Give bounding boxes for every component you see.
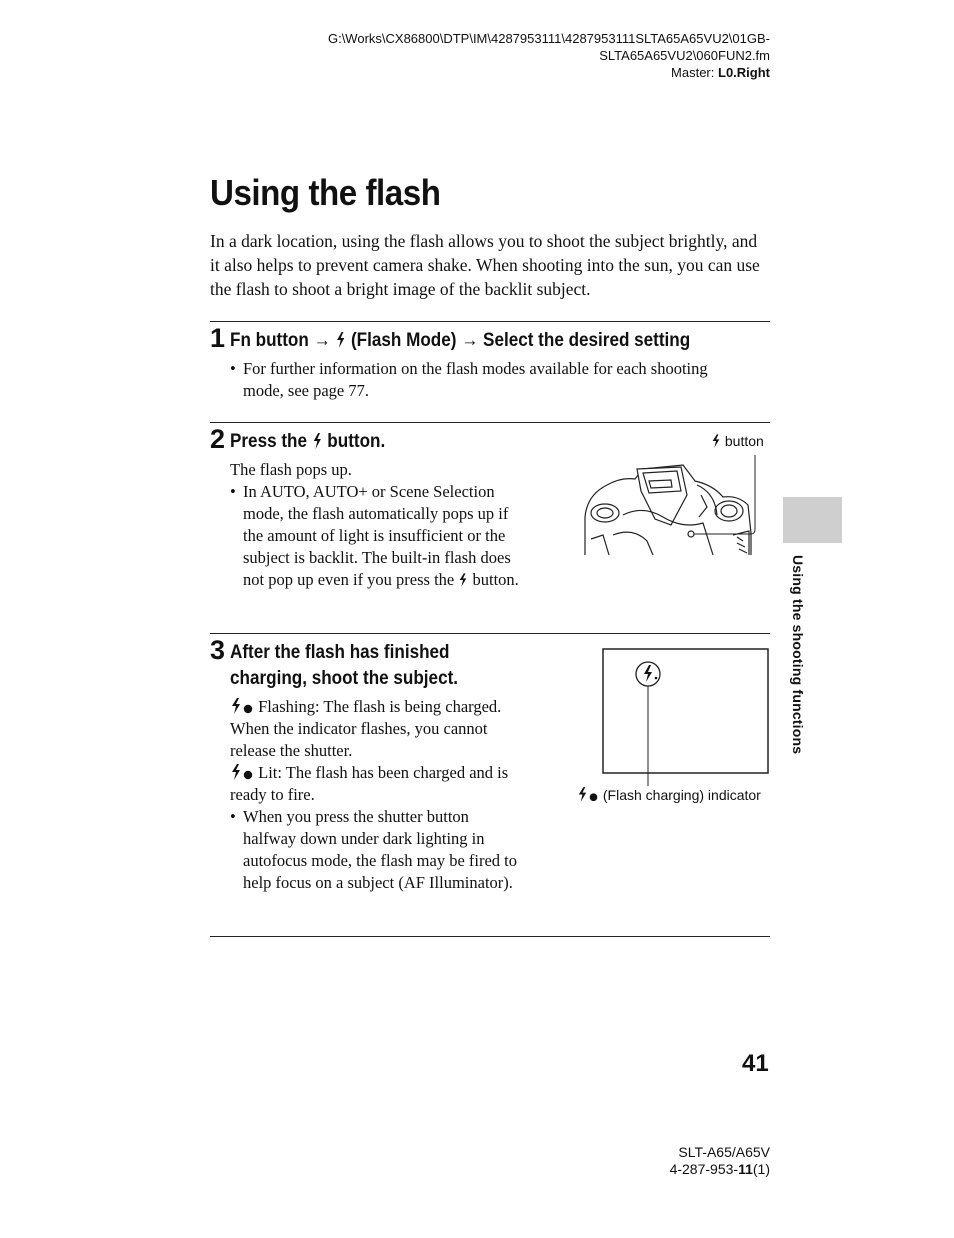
flash-button-callout (711, 433, 764, 449)
step-2-heading-part-1: Press the (230, 431, 307, 452)
lit-description (230, 762, 522, 806)
flash-charging-icon (230, 764, 254, 780)
camera-top-illustration (583, 455, 768, 559)
flash-bolt-icon (458, 573, 468, 587)
flash-bolt-icon (711, 434, 721, 448)
part-code-prefix: 4-287-953- (669, 1161, 739, 1177)
section-tab (783, 497, 842, 543)
step-1-number: 1 (210, 323, 226, 353)
step-2-bullet-part-1: In AUTO, AUTO+ or Scene Selection mode, the flash automatically pops up if the amount of light is insufficient or the subject is backlit. The built-in flash does not pop up even if you press the (243, 482, 511, 589)
step-1-bullet: • For further information on the flash modes available for each shooting mode, see page 77. (230, 358, 750, 402)
flash-charging-callout (577, 787, 761, 803)
arrow-icon: → (461, 330, 479, 351)
file-path-line-1: G:\Works\CX86800\DTP\IM\4287953111\4287953111SLTA65A65VU2\01GB- (327, 31, 770, 46)
part-code-bold: 11 (738, 1161, 753, 1177)
part-code-suffix: (1) (752, 1161, 770, 1177)
viewfinder-illustration (602, 648, 770, 786)
flash-charging-icon (577, 787, 599, 802)
section-tab-label: Using the shooting functions (790, 555, 806, 755)
step-1-heading (230, 328, 690, 354)
flash-bolt-icon (335, 332, 346, 348)
step-2-heading (230, 429, 385, 455)
step-2-bullet (230, 481, 522, 591)
divider-step-2 (210, 422, 770, 423)
model-number: SLT-A65/A65V (678, 1144, 770, 1160)
divider-step-3 (210, 633, 770, 634)
lit-text: Lit: The flash has been charged and is ready to fire. (230, 763, 509, 804)
step-1-select-label: Select the desired setting (483, 330, 691, 351)
step-3-heading-line-1: After the flash has finished (230, 642, 450, 663)
divider-end (210, 936, 770, 937)
step-1-fn-label: Fn button (230, 330, 309, 351)
step-1-body (230, 358, 750, 402)
master-line (328, 64, 770, 81)
flash-button-callout-label: button (724, 433, 764, 449)
flash-charging-callout-label: (Flash charging) indicator (602, 787, 761, 803)
step-3-heading-line-2: charging, shoot the subject. (230, 668, 459, 689)
arrow-icon: → (313, 330, 331, 351)
divider-step-1 (210, 321, 770, 322)
step-2-line: The flash pops up. (230, 460, 352, 479)
step-3-body (230, 696, 522, 894)
page-number: 41 (742, 1050, 769, 1077)
intro-paragraph: In a dark location, using the flash allows you to shoot the subject brightly, and it also helps to prevent camera shake. When shooting into the sun, you can use the flash to shoot a bright image of the backlit subject. (210, 231, 760, 299)
master-value: L0.Right (718, 65, 770, 80)
footer (670, 1144, 770, 1178)
step-2-number: 2 (210, 424, 226, 454)
step-1-flash-mode-label: (Flash Mode) (350, 330, 457, 351)
page-title: Using the flash (210, 172, 441, 213)
flashing-text: Flashing: The flash is being charged. When the indicator flashes, you cannot release the shutter. (230, 697, 502, 760)
file-path-line-2: SLTA65A65VU2\060FUN2.fm (599, 48, 770, 63)
master-label: Master: (671, 65, 715, 80)
step-3-heading (230, 640, 458, 692)
flashing-description (230, 696, 522, 762)
part-code (670, 1161, 770, 1178)
step-2-body (230, 459, 522, 591)
step-3-bullet: • When you press the shutter button halfway down under dark lighting in autofocus mode, the flash may be fired to help focus on a subject (AF Illuminator). (230, 806, 522, 894)
flash-charging-icon (230, 698, 254, 714)
step-3-number: 3 (210, 635, 226, 665)
step-2-heading-part-2: button. (327, 431, 386, 452)
file-path-header (328, 30, 770, 81)
flash-bolt-icon (312, 433, 323, 449)
step-2-bullet-part-2: button. (472, 570, 519, 589)
